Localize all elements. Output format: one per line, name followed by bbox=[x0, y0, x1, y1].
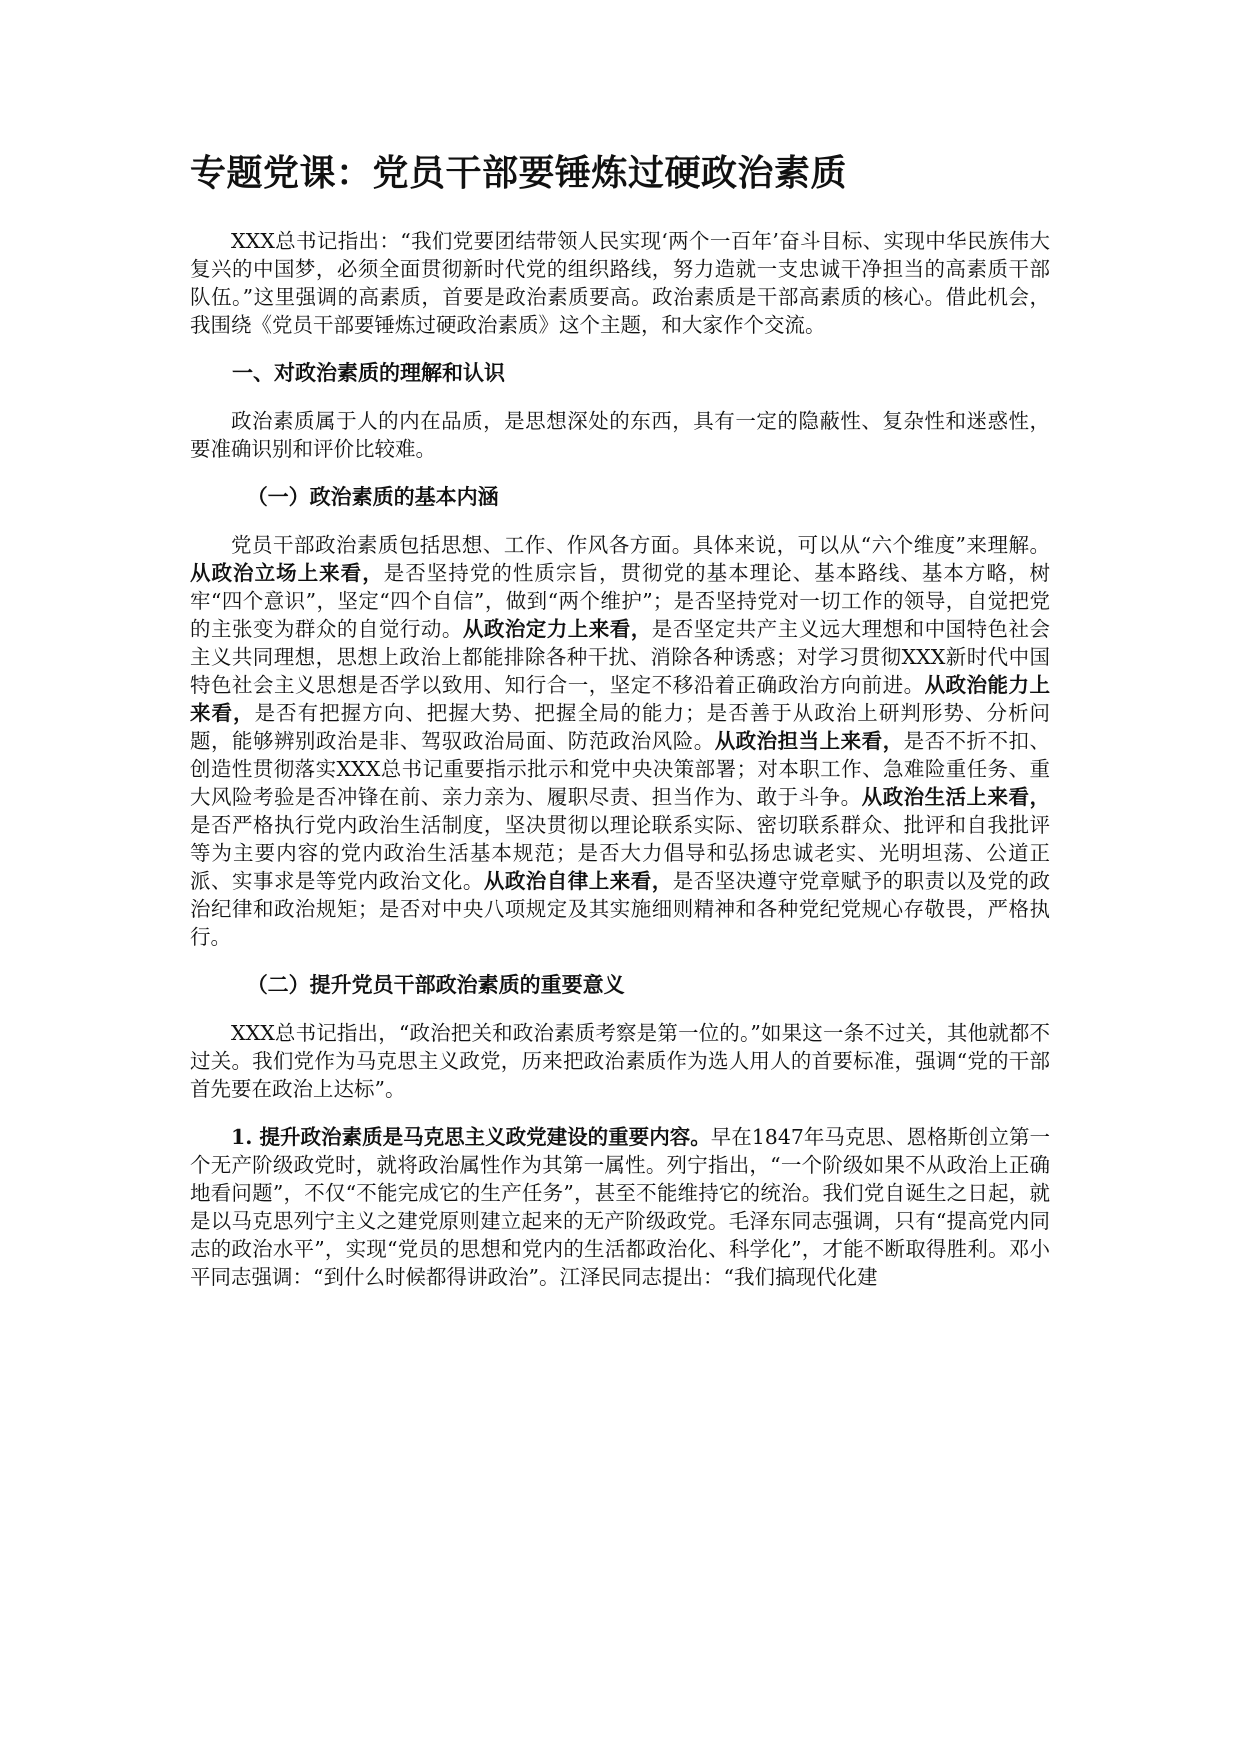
subsection-2-heading: （二）提升党员干部政治素质的重要意义 bbox=[246, 971, 625, 997]
dimension-6-label: 从政治自律上来看， bbox=[483, 868, 673, 893]
document-title: 专题党课：党员干部要锤炼过硬政治素质 bbox=[190, 152, 848, 194]
point-1-label: 1. 提升政治素质是马克思主义政党建设的重要内容。 bbox=[231, 1124, 711, 1149]
dimensions-lead: 党员干部政治素质包括思想、工作、作风各方面。具体来说，可以从“六个维度”来理解。 bbox=[231, 532, 1050, 557]
dimension-5-label: 从政治生活上来看， bbox=[861, 784, 1051, 809]
dimension-3-label: 从政治能力上来看， bbox=[190, 672, 1051, 725]
dimension-1-label: 从政治立场上来看， bbox=[190, 560, 384, 585]
dimension-4-label: 从政治担当上来看， bbox=[714, 728, 904, 753]
dimension-4-text: 是否不折不扣、创造性贯彻落实XXX总书记重要指示批示和党中央决策部署；对本职工作、急难险重任务、重大风险考验是否冲锋在前、亲力亲为、履职尽责、担当作为、敢于斗争。 bbox=[190, 728, 1051, 809]
dimension-3-text: 是否有把握方向、把握大势、把握全局的能力；是否善于从政治上研判形势、分析问题，能够辨别政治是非、驾驭政治局面、防范政治风险。 bbox=[190, 700, 1050, 753]
intro-paragraph: XXX总书记指出：“我们党要团结带领人民实现‘两个一百年’奋斗目标、实现中华民族伟大复兴的中国梦，必须全面贯彻新时代党的组织路线，努力造就一支忠诚干净担当的高素质干部队伍。”这里强调的高素质，首要是政治素质要高。政治素质是干部高素质的核心。借此机会，我围绕《党员干部要锤炼过硬政治素质》这个主题，和大家作个交流。 bbox=[190, 228, 1050, 337]
section-1-heading: 一、对政治素质的理解和认识 bbox=[232, 359, 505, 385]
subsection-2-paragraph: XXX总书记指出，“政治把关和政治素质考察是第一位的。”如果这一条不过关，其他就都不过关。我们党作为马克思主义政党，历来把政治素质作为选人用人的首要标准，强调“党的干部首先要在政治上达标”。 bbox=[190, 1020, 1050, 1101]
dimension-2-label: 从政治定力上来看， bbox=[462, 616, 652, 641]
dimension-2-text: 是否坚定共产主义远大理想和中国特色社会主义共同理想，思想上政治上都能排除各种干扰、消除各种诱惑；对学习贯彻XXX新时代中国特色社会主义思想是否学以致用、知行合一，坚定不移沿着正确政治方向前进。 bbox=[190, 616, 1051, 697]
section-1-paragraph: 政治素质属于人的内在品质，是思想深处的东西，具有一定的隐蔽性、复杂性和迷惑性，要准确识别和评价比较难。 bbox=[190, 408, 1050, 461]
point-1-paragraph bbox=[190, 1123, 1050, 1291]
dimension-5-text: 是否严格执行党内政治生活制度，坚决贯彻以理论联系实际、密切联系群众、批评和自我批评等为主要内容的党内政治生活基本规范；是否大力倡导和弘扬忠诚老实、光明坦荡、公道正派、实事求是等党内政治文化。 bbox=[190, 812, 1050, 893]
document-page bbox=[190, 150, 1050, 1311]
subsection-1-heading: （一）政治素质的基本内涵 bbox=[246, 483, 499, 509]
point-1-text: 早在1847年马克思、恩格斯创立第一个无产阶级政党时，就将政治属性作为其第一属性。列宁指出，“一个阶级如果不从政治上正确地看问题”，不仅“不能完成它的生产任务”，甚至不能维持它的统治。我们党自诞生之日起，就是以马克思列宁主义之建党原则建立起来的无产阶级政党。毛泽东同志强调，只有“提高党内同志的政治水平”，实现“党员的思想和党内的生活都政治化、科学化”，才能不断取得胜利。邓小平同志强调：“到什么时候都得讲政治”。江泽民同志提出：“我们搞现代化建 bbox=[190, 1124, 1050, 1289]
six-dimensions-paragraph bbox=[190, 531, 1050, 951]
dimension-6-text: 是否坚决遵守党章赋予的职责以及党的政治纪律和政治规矩；是否对中央八项规定及其实施细则精神和各种党纪党规心存敬畏，严格执行。 bbox=[190, 868, 1051, 949]
dimension-1-text: 是否坚持党的性质宗旨，贯彻党的基本理论、基本路线、基本方略，树牢“四个意识”，坚定“四个自信”，做到“两个维护”；是否坚持党对一切工作的领导，自觉把党的主张变为群众的自觉行动。 bbox=[190, 560, 1051, 641]
